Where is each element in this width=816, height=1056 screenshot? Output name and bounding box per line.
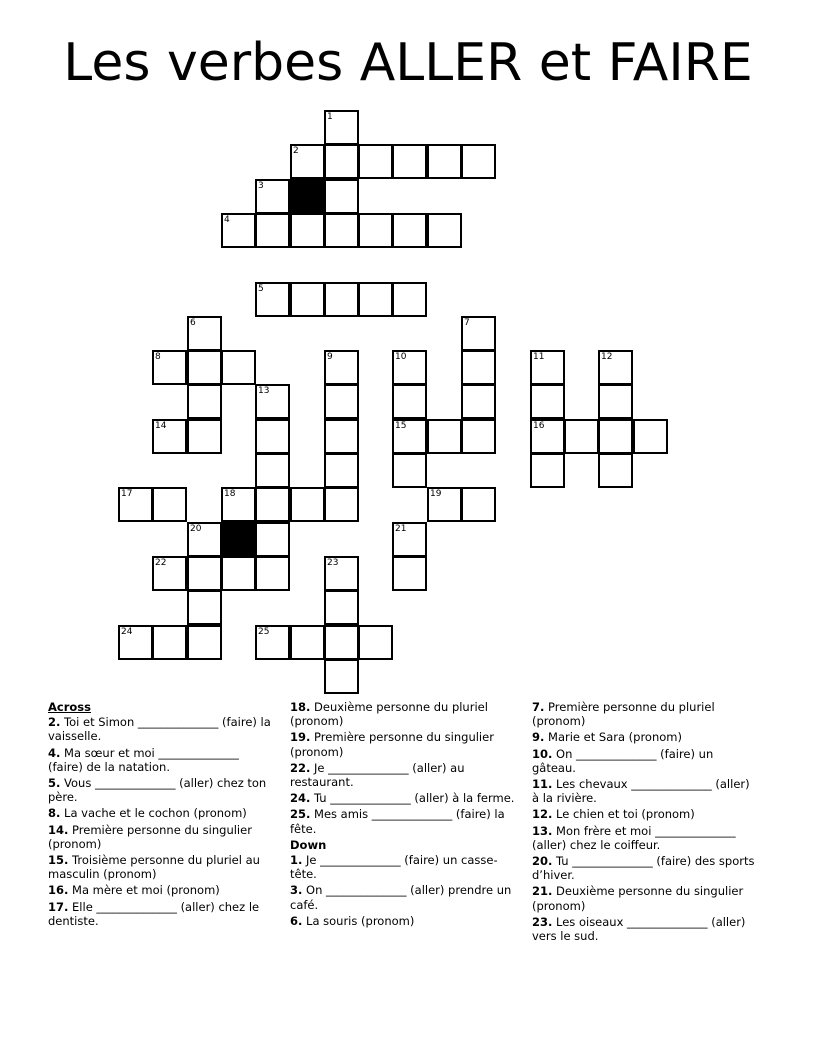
- clue-text: Tu ______________ (aller) à la ferme.: [314, 791, 515, 806]
- grid-cell[interactable]: [255, 282, 290, 317]
- grid-cell[interactable]: [290, 487, 325, 522]
- grid-cell[interactable]: [255, 419, 290, 454]
- clue-text: Le chien et toi (pronom): [556, 807, 695, 822]
- clue-text: Première personne du singulier (pronom): [48, 822, 252, 851]
- clue-number: 24: [121, 627, 133, 637]
- clue-number: 20.: [532, 854, 553, 869]
- grid-cell[interactable]: [255, 384, 290, 419]
- clue-number: 25.: [290, 807, 311, 822]
- grid-cell[interactable]: [118, 487, 153, 522]
- grid-cell[interactable]: [324, 625, 359, 660]
- grid-cell[interactable]: [530, 453, 565, 488]
- clue-number: 12.: [532, 807, 553, 822]
- clue-number: 21.: [532, 884, 553, 899]
- clue: [48, 776, 274, 804]
- clue-text: On ______________ (aller) prendre un café.: [290, 883, 512, 912]
- clue-number: 1: [327, 112, 333, 122]
- grid-cell[interactable]: [152, 625, 187, 660]
- grid-cell[interactable]: [461, 350, 496, 385]
- grid-cell[interactable]: [392, 522, 427, 557]
- grid-cell[interactable]: [187, 522, 222, 557]
- grid-cell[interactable]: [392, 419, 427, 454]
- clue-number: 16.: [48, 883, 69, 898]
- grid-cell[interactable]: [530, 384, 565, 419]
- clue-number: 10.: [532, 746, 553, 761]
- grid-cell[interactable]: [324, 213, 359, 248]
- clue-text: La souris (pronom): [306, 913, 415, 928]
- clue-number: 20: [190, 524, 202, 534]
- grid-cell[interactable]: [152, 487, 187, 522]
- clue-text: Deuxième personne du pluriel (pronom): [290, 700, 488, 729]
- across-heading: Across: [48, 700, 91, 714]
- grid-cell[interactable]: [427, 144, 462, 179]
- clue: [532, 777, 758, 805]
- grid-cell[interactable]: [324, 384, 359, 419]
- grid-cell[interactable]: [392, 282, 427, 317]
- grid-cell[interactable]: [255, 522, 290, 557]
- grid-cell[interactable]: [187, 590, 222, 625]
- clue: [290, 700, 516, 728]
- grid-cell[interactable]: [461, 384, 496, 419]
- clues-column-1: [48, 700, 274, 930]
- grid-cell[interactable]: [221, 350, 256, 385]
- grid-cell[interactable]: [461, 316, 496, 351]
- clue-number: 3: [258, 181, 264, 191]
- grid-cell[interactable]: [358, 282, 393, 317]
- grid-cell[interactable]: [598, 384, 633, 419]
- grid-cell[interactable]: [392, 384, 427, 419]
- clue: [532, 824, 758, 852]
- clue-text: Mes amis ______________ (faire) la fête.: [290, 807, 505, 836]
- grid-cell[interactable]: [255, 179, 290, 214]
- clue-number: 22: [155, 558, 167, 568]
- clues-column-2: [290, 700, 516, 930]
- clue-text: Deuxième personne du singulier (pronom): [532, 884, 744, 913]
- clue-number: 5.: [48, 776, 61, 791]
- clue: [48, 883, 274, 897]
- clue-text: Je ______________ (aller) au restaurant.: [290, 760, 465, 790]
- grid-cell[interactable]: [324, 179, 359, 214]
- clue-number: 6: [190, 318, 196, 328]
- grid-cell[interactable]: [290, 144, 325, 179]
- clue-number: 17.: [48, 899, 69, 914]
- clue: [48, 715, 274, 743]
- grid-cell[interactable]: [187, 556, 222, 591]
- grid-cell[interactable]: [461, 144, 496, 179]
- grid-cell[interactable]: [324, 419, 359, 454]
- clue-text: Les chevaux ______________ (aller) à la rivière.: [532, 777, 750, 806]
- clue-number: 4.: [48, 745, 61, 760]
- grid-cell[interactable]: [152, 556, 187, 591]
- clue-text: Ma mère et moi (pronom): [72, 883, 220, 898]
- clue-text: Je ______________ (faire) un casse-tête.: [290, 853, 498, 882]
- grid-cell[interactable]: [118, 625, 153, 660]
- clue-text: Première personne du singulier (pronom): [290, 730, 494, 759]
- clue: [48, 823, 274, 851]
- page-title: Les verbes ALLER et FAIRE: [63, 33, 753, 93]
- clue: [290, 807, 516, 835]
- grid-cell[interactable]: [221, 213, 256, 248]
- grid-cell[interactable]: [290, 213, 325, 248]
- grid-cell[interactable]: [324, 350, 359, 385]
- clue-number: 18.: [290, 700, 311, 714]
- grid-cell[interactable]: [255, 213, 290, 248]
- grid-cell[interactable]: [255, 453, 290, 488]
- clue-number: 2.: [48, 715, 61, 730]
- clue-text: Première personne du pluriel (pronom): [532, 700, 715, 729]
- grid-cell[interactable]: [598, 419, 633, 454]
- clue-number: 25: [258, 627, 270, 637]
- grid-cell[interactable]: [392, 213, 427, 248]
- clue-number: 23: [327, 558, 339, 568]
- grid-cell[interactable]: [427, 213, 462, 248]
- clue: [290, 883, 516, 911]
- grid-cell[interactable]: [530, 419, 565, 454]
- clue-number: 3.: [290, 883, 303, 898]
- clue: [290, 761, 516, 789]
- grid-cell[interactable]: [290, 282, 325, 317]
- clue-number: 14: [155, 421, 167, 431]
- clue-text: Mon frère et moi ______________ (aller) chez le coiffeur.: [532, 823, 736, 852]
- clue-number: 8: [155, 352, 161, 362]
- clue-number: 1.: [290, 853, 303, 868]
- clue-number: 2: [293, 146, 299, 156]
- grid-cell[interactable]: [461, 487, 496, 522]
- clue-number: 14.: [48, 822, 69, 837]
- grid-cell[interactable]: [324, 282, 359, 317]
- clue: [532, 915, 758, 943]
- clue-number: 6.: [290, 913, 303, 928]
- clue-number: 11.: [532, 777, 553, 792]
- clue-text: Ma sœur et moi ______________ (faire) de la natation.: [48, 745, 239, 774]
- grid-cell[interactable]: [221, 487, 256, 522]
- grid-cell[interactable]: [358, 625, 393, 660]
- grid-cell[interactable]: [598, 350, 633, 385]
- grid-cell[interactable]: [187, 384, 222, 419]
- grid-cell[interactable]: [392, 144, 427, 179]
- clue-number: 7.: [532, 700, 545, 714]
- clue: [532, 730, 758, 744]
- down-heading: Down: [290, 837, 327, 852]
- grid-cell[interactable]: [187, 350, 222, 385]
- clue-number: 5: [258, 284, 264, 294]
- clue: [290, 791, 516, 805]
- grid-cell[interactable]: [427, 419, 462, 454]
- clue-number: 21: [395, 524, 407, 534]
- clue: [48, 853, 274, 881]
- clue-number: 19: [430, 489, 442, 499]
- clue-number: 15.: [48, 853, 69, 868]
- grid-cell[interactable]: [290, 625, 325, 660]
- clue: [290, 730, 516, 758]
- clue-number: 18: [224, 489, 236, 499]
- clue-text: Elle ______________ (aller) chez le dentiste.: [48, 899, 260, 928]
- clue-number: 10: [395, 352, 407, 362]
- clue: [532, 884, 758, 912]
- clue-text: Marie et Sara (pronom): [548, 730, 682, 745]
- grid-cell[interactable]: [255, 556, 290, 591]
- clue-number: 4: [224, 215, 230, 225]
- clue-number: 22.: [290, 760, 311, 775]
- grid-cell[interactable]: [324, 144, 359, 179]
- grid-cell[interactable]: [427, 487, 462, 522]
- grid-cell[interactable]: [187, 625, 222, 660]
- clue-number: 23.: [532, 914, 553, 929]
- clue-number: 19.: [290, 730, 311, 745]
- clue-number: 9: [327, 352, 333, 362]
- grid-cell[interactable]: [633, 419, 668, 454]
- grid-cell[interactable]: [152, 350, 187, 385]
- clue: [48, 900, 274, 928]
- grid-cell[interactable]: [221, 556, 256, 591]
- clue: [290, 914, 516, 928]
- grid-cell[interactable]: [255, 487, 290, 522]
- clue-number: 15: [395, 421, 407, 431]
- clue-text: Vous ______________ (aller) chez ton père.: [48, 776, 267, 805]
- grid-cell[interactable]: [530, 350, 565, 385]
- clue-number: 13.: [532, 823, 553, 838]
- clue: [532, 854, 758, 882]
- black-square: [290, 179, 325, 214]
- clue-number: 12: [601, 352, 613, 362]
- clue: [532, 747, 758, 775]
- clue-text: Tu ______________ (faire) des sports d’hiver.: [532, 854, 755, 883]
- grid-cell[interactable]: [392, 453, 427, 488]
- grid-cell[interactable]: [187, 316, 222, 351]
- grid-cell[interactable]: [324, 659, 359, 694]
- clue-number: 7: [464, 318, 470, 328]
- grid-cell[interactable]: [358, 213, 393, 248]
- clue-number: 8.: [48, 806, 61, 821]
- clue-number: 24.: [290, 791, 311, 806]
- grid-cell[interactable]: [324, 453, 359, 488]
- grid-cell[interactable]: [324, 487, 359, 522]
- grid-cell[interactable]: [324, 110, 359, 145]
- grid-cell[interactable]: [392, 350, 427, 385]
- clues-column-3: [532, 700, 758, 945]
- clue: [48, 806, 274, 820]
- clue-text: Toi et Simon ______________ (faire) la vaisselle.: [48, 715, 271, 744]
- grid-cell[interactable]: [392, 556, 427, 591]
- clue: [532, 807, 758, 821]
- grid-cell[interactable]: [187, 419, 222, 454]
- grid-cell[interactable]: [461, 419, 496, 454]
- clue-text: Les oiseaux ______________ (aller) vers le sud.: [532, 914, 746, 944]
- clue-number: 13: [258, 386, 270, 396]
- clue-number: 9.: [532, 730, 545, 745]
- clue: [532, 700, 758, 728]
- grid-cell[interactable]: [598, 453, 633, 488]
- clue-number: 16: [533, 421, 545, 431]
- clue-text: Troisième personne du pluriel au masculin (pronom): [48, 853, 260, 882]
- grid-cell[interactable]: [324, 556, 359, 591]
- grid-cell[interactable]: [255, 625, 290, 660]
- clue-number: 17: [121, 489, 133, 499]
- grid-cell[interactable]: [564, 419, 599, 454]
- clue: [290, 853, 516, 881]
- clue-number: 11: [533, 352, 545, 362]
- grid-cell[interactable]: [324, 590, 359, 625]
- grid-cell[interactable]: [152, 419, 187, 454]
- clue: [48, 746, 274, 774]
- clue-text: La vache et le cochon (pronom): [64, 806, 247, 821]
- black-square: [221, 522, 256, 557]
- grid-cell[interactable]: [358, 144, 393, 179]
- clue-text: On ______________ (faire) un gâteau.: [532, 746, 714, 775]
